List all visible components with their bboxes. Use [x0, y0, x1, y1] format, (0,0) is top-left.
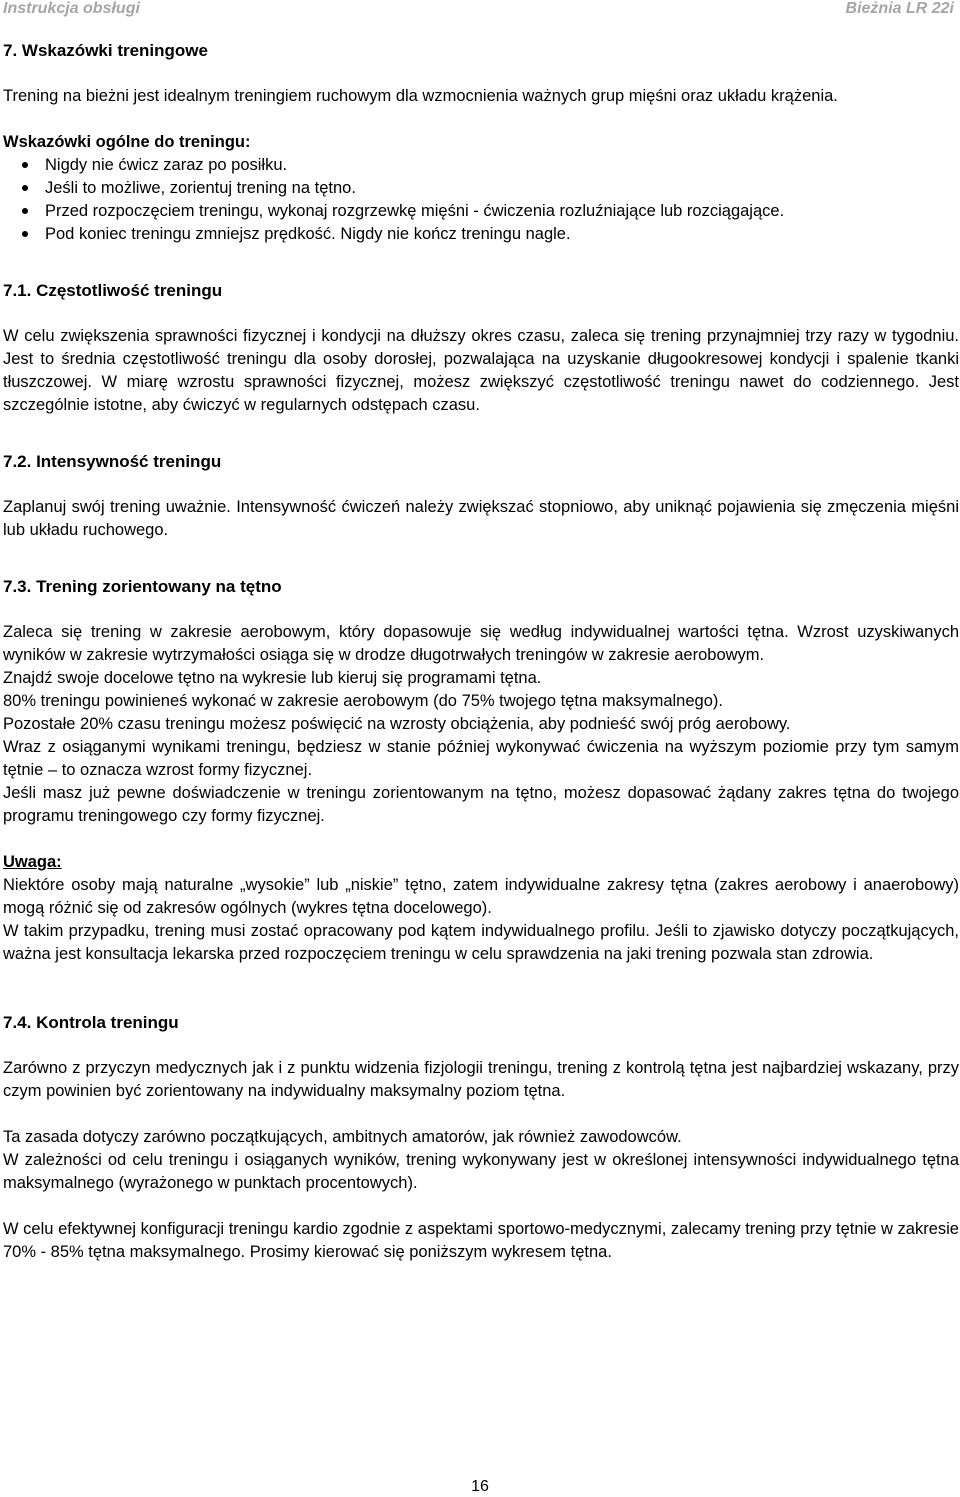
- section-7-2-paragraph: Zaplanuj swój trening uważnie. Intensywność ćwiczeń należy zwiększać stopniowo, aby uniknąć pojawienia się zmęczenia mięśni lub układu ruchowego.: [3, 498, 959, 539]
- section-7-3-paragraph-2: Znajdź swoje docelowe tętno na wykresie lub kieruj się programami tętna.: [3, 669, 542, 687]
- note-paragraph-2: W takim przypadku, trening musi zostać opracowany pod kątem indywidualnego profilu. Jeśli to zjawisko dotyczy początkujących, ważna jest konsultacja lekarska przed rozpoczęciem treningu w celu sprawdzenia na jaki trening pozwala stan zdrowia.: [3, 922, 959, 963]
- page-number: 16: [471, 1478, 489, 1495]
- section-7-intro: Trening na bieżni jest idealnym treningiem ruchowym dla wzmocnienia ważnych grup mięśni oraz układu krążenia.: [3, 87, 838, 105]
- section-7-1-paragraph: W celu zwiększenia sprawności fizycznej i kondycji na dłuższy okres czasu, zaleca się trening przynajmniej trzy razy w tygodniu. Jest to średnia częstotliwość treningu dla osoby dorosłej, pozwalająca na uzyskanie długookresowej kondycji i spalenie tkanki tłuszczowej. W miarę wzrostu sprawności fizycznej, możesz zwiększyć częstotliwość treningu nawet do codziennego. Jest szczególnie istotne, aby ćwiczyć w regularnych odstępach czasu.: [3, 327, 959, 414]
- section-7-heading: 7. Wskazówki treningowe: [3, 41, 208, 60]
- section-7-3-heading: 7.3. Trening zorientowany na tętno: [3, 577, 282, 596]
- spacer: [3, 246, 959, 279]
- spacer: [3, 598, 959, 621]
- section-7-3-paragraph-4: Pozostałe 20% czasu treningu możesz poświęcić na wzrosty obciążenia, aby podnieść swój próg aerobowy.: [3, 715, 791, 733]
- list-item: Przed rozpoczęciem treningu, wykonaj rozgrzewkę mięśni - ćwiczenia rozluźniające lub rozciągające.: [3, 200, 959, 223]
- section-7-4-heading: 7.4. Kontrola treningu: [3, 1013, 179, 1032]
- spacer: [3, 108, 959, 131]
- section-7-1-heading: 7.1. Częstotliwość treningu: [3, 281, 223, 300]
- general-tips-heading: Wskazówki ogólne do treningu:: [3, 133, 251, 151]
- section-7-3-paragraph-3: 80% treningu powinieneś wykonać w zakresie aerobowym (do 75% twojego tętna maksymalnego).: [3, 692, 723, 710]
- spacer: [3, 542, 959, 575]
- section-7-2-heading: 7.2. Intensywność treningu: [3, 452, 222, 471]
- section-7-4-paragraph-1: Zarówno z przyczyn medycznych jak i z punktu widzenia fizjologii treningu, trening z kontrolą tętna jest najbardziej wskazany, przy czym powinien być zorientowany na indywidualny maksymalny poziom tętna.: [3, 1059, 959, 1100]
- spacer: [3, 1034, 959, 1057]
- spacer: [3, 828, 959, 851]
- general-tips-list: [3, 154, 959, 246]
- spacer: [3, 966, 959, 999]
- spacer: [3, 1195, 959, 1218]
- section-7-4-paragraph-3: W zależności od celu treningu i osiąganych wyników, trening wykonywany jest w określonej intensywności indywidualnego tętna maksymalnego (wyrażonego w punktach procentowych).: [3, 1151, 959, 1192]
- note-paragraph-1: Niektóre osoby mają naturalne „wysokie” lub „niskie” tętno, zatem indywidualne zakresy tętna (zakres aerobowy i anaerobowy) mogą różnić się od zakresów ogólnych (wykres tętna docelowego).: [3, 876, 959, 917]
- section-7-3-paragraph-6: Jeśli masz już pewne doświadczenie w treningu zorientowanym na tętno, możesz dopasować żądany zakres tętna do twojego programu treningowego czy formy fizycznej.: [3, 784, 959, 825]
- section-7-3-paragraph-1: Zaleca się trening w zakresie aerobowym, który dopasowuje się według indywidualnej wartości tętna. Wzrost uzyskiwanych wyników w zakresie wytrzymałości osiąga się w drodze długotrwałych treningów w zakresie aerobowym.: [3, 623, 959, 664]
- header-left-title: Instrukcja obsługi: [3, 0, 140, 17]
- section-7-4-paragraph-4: W celu efektywnej konfiguracji treningu kardio zgodnie z aspektami sportowo-medycznymi, zalecamy trening przy tętnie w zakresie 70% - 85% tętna maksymalnego. Prosimy kierować się poniższym wykresem tętna.: [3, 1220, 959, 1261]
- spacer: [3, 62, 959, 85]
- spacer: [3, 999, 959, 1011]
- spacer: [3, 473, 959, 496]
- spacer: [3, 1103, 959, 1126]
- page-header: [0, 0, 960, 22]
- list-item: Jeśli to możliwe, zorientuj trening na tętno.: [3, 177, 959, 200]
- section-7-3-paragraph-5: Wraz z osiąganymi wynikami treningu, będziesz w stanie później wykonywać ćwiczenia na wyższym poziomie przy tym samym tętnie – to oznacza wzrost formy fizycznej.: [3, 738, 959, 779]
- page-content: [3, 38, 959, 1264]
- spacer: [3, 417, 959, 450]
- list-item: Pod koniec treningu zmniejsz prędkość. Nigdy nie kończ treningu nagle.: [3, 223, 959, 246]
- spacer: [3, 302, 959, 325]
- section-7-4-paragraph-2: Ta zasada dotyczy zarówno początkujących, ambitnych amatorów, jak również zawodowców.: [3, 1128, 682, 1146]
- note-label: Uwaga:: [3, 853, 62, 871]
- header-right-title: Bieżnia LR 22i: [845, 0, 954, 17]
- list-item: Nigdy nie ćwicz zaraz po posiłku.: [3, 154, 959, 177]
